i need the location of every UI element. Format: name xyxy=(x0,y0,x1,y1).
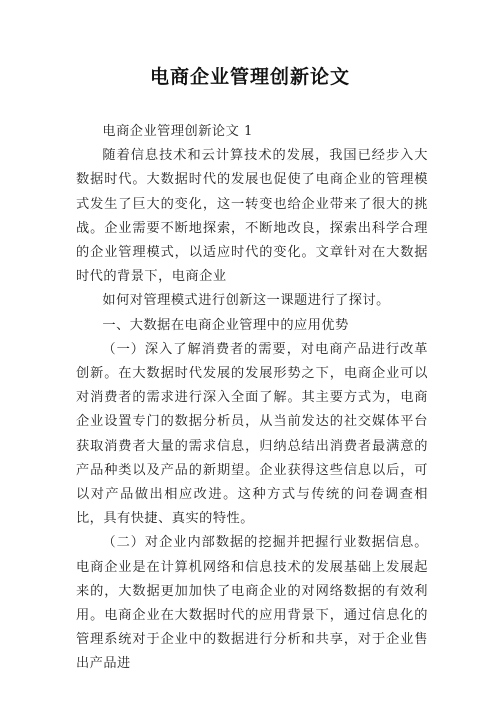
section-heading-1: 一、大数据在电商企业管理中的应用优势 xyxy=(102,317,349,333)
paragraph-section-1-2: （二）对企业内部数据的挖掘并把握行业数据信息。电商企业是在计算机网络和信息技术的发展基础上发展起来的，大数据更加加快了电商企业的对网络数据的有效利用。电商企业在大数据时代的应用背景下，通过信息化的管理系统对于企业中的数据进行分析和共享，对于企业售出产品进 xyxy=(76,535,428,672)
document-title: 电商企业管理创新论文 xyxy=(149,66,350,88)
paragraph-subtitle: 电商企业管理创新论文 1 xyxy=(102,124,253,139)
paragraph-section-1-1: （一）深入了解消费者的需要，对电商产品进行改革创新。在大数据时代发展的发展形势之下，电商企业可以对消费者的需求进行深入全面了解。其主要方式为，电商企业设置专门的数据分析员，从当前发达的社交媒体平台获取消费者大量的需求信息，归纳总结出消费者最满意的产品种类以及产品的新期望。企业获得这些信息以后，可以对产品做出相应改进。这种方式与传统的问卷调查相比，具有快捷、真实的特性。 xyxy=(76,341,428,527)
paragraph-intro-continued: 如何对管理模式进行创新这一课题进行了探讨。 xyxy=(102,293,390,309)
document-body xyxy=(76,120,428,677)
paragraph-intro: 随着信息技术和云计算技术的发展，我国已经步入大数据时代。大数据时代的发展也促使了电商企业的管理模式发生了巨大的变化，这一转变也给企业带来了很大的挑战。企业需要不断地探索，不断地改良，探索出科学合理的企业管理模式，以适应时代的变化。文章针对在大数据时代的背景下，电商企业 xyxy=(76,148,428,285)
